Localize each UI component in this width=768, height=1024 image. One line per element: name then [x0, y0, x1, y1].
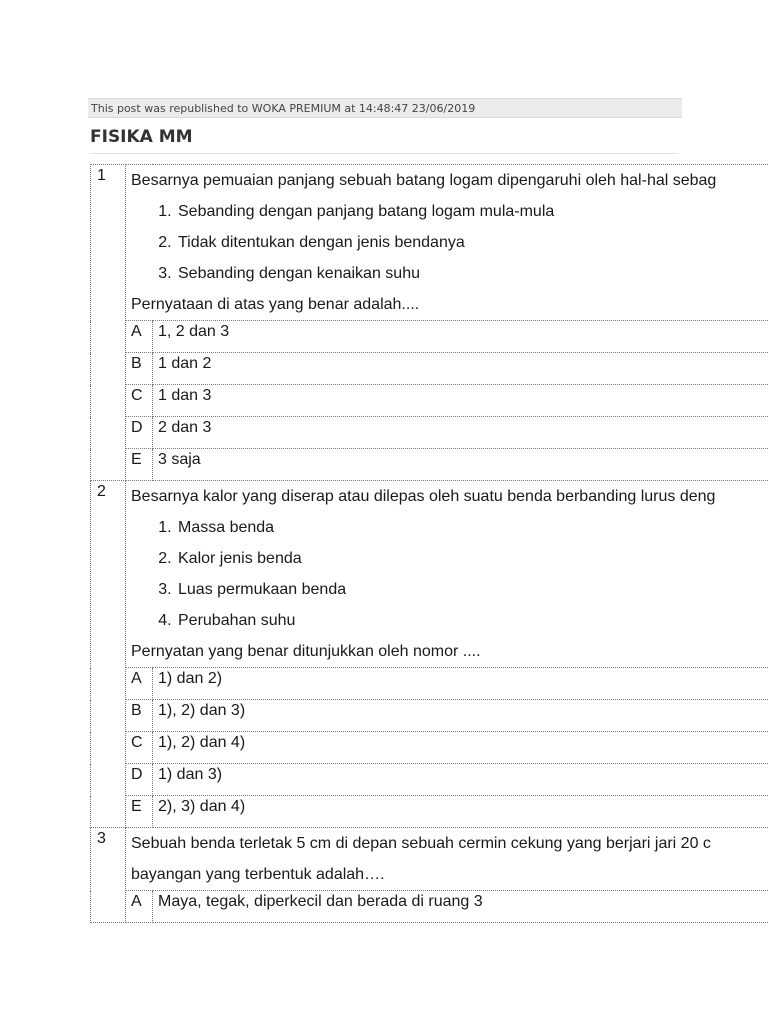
- question-row: [91, 481, 768, 668]
- statement-item: 1. Massa benda: [176, 512, 768, 543]
- question-text: Besarnya pemuaian panjang sebuah batang logam dipengaruhi oleh hal-hal sebag: [131, 172, 717, 189]
- question-row: [91, 165, 768, 321]
- question-text: Besarnya kalor yang diserap atau dilepas oleh suatu benda berbanding lurus deng: [131, 488, 716, 505]
- question-number: 1: [91, 165, 126, 481]
- statement-item: 2. Kalor jenis benda: [176, 543, 768, 574]
- question-prompt: Pernyatan yang benar ditunjukkan oleh nomor ....: [131, 643, 481, 660]
- option-text: 1) dan 3): [153, 764, 768, 796]
- statement-item: 3. Luas permukaan benda: [176, 574, 768, 605]
- question-table: [90, 164, 768, 923]
- option-text: 1), 2) dan 4): [153, 732, 768, 764]
- republish-banner: This post was republished to WOKA PREMIUM at 14:48:47 23/06/2019: [88, 98, 682, 118]
- option-letter: C: [126, 732, 153, 764]
- statement-item: 2. Tidak ditentukan dengan jenis bendanya: [176, 227, 768, 258]
- option-letter: B: [126, 353, 153, 385]
- option-row[interactable]: [91, 796, 768, 828]
- option-letter: B: [126, 700, 153, 732]
- statement-item: 4. Perubahan suhu: [176, 605, 768, 636]
- statement-item: 1. Sebanding dengan panjang batang logam mula-mula: [176, 196, 768, 227]
- question-number: 3: [91, 828, 126, 923]
- title-divider: [90, 153, 678, 154]
- question-prompt: Pernyataan di atas yang benar adalah....: [131, 296, 420, 313]
- option-row[interactable]: [91, 668, 768, 700]
- option-letter: D: [126, 417, 153, 449]
- option-text: 2 dan 3: [153, 417, 768, 449]
- page-title: FISIKA MM: [90, 127, 193, 147]
- option-text: 1 dan 2: [153, 353, 768, 385]
- option-letter: A: [126, 321, 153, 353]
- option-letter: C: [126, 385, 153, 417]
- option-row[interactable]: [91, 449, 768, 481]
- option-letter: D: [126, 764, 153, 796]
- option-row[interactable]: [91, 764, 768, 796]
- statement-item: 3. Sebanding dengan kenaikan suhu: [176, 258, 768, 289]
- option-letter: A: [126, 668, 153, 700]
- option-letter: E: [126, 449, 153, 481]
- option-row[interactable]: [91, 417, 768, 449]
- question-prompt: bayangan yang terbentuk adalah….: [131, 866, 385, 883]
- option-row[interactable]: [91, 732, 768, 764]
- option-letter: E: [126, 796, 153, 828]
- question-stem: [126, 828, 768, 891]
- option-row[interactable]: [91, 321, 768, 353]
- option-text: 2), 3) dan 4): [153, 796, 768, 828]
- question-table-container: [90, 164, 768, 923]
- option-text: 1), 2) dan 3): [153, 700, 768, 732]
- option-text: Maya, tegak, diperkecil dan berada di ruang 3: [153, 891, 768, 923]
- question-stem: [126, 165, 768, 321]
- option-row[interactable]: [91, 385, 768, 417]
- option-text: 3 saja: [153, 449, 768, 481]
- question-text: Sebuah benda terletak 5 cm di depan sebuah cermin cekung yang berjari jari 20 c: [131, 835, 711, 852]
- option-row[interactable]: [91, 700, 768, 732]
- option-row[interactable]: [91, 891, 768, 923]
- question-row: [91, 828, 768, 891]
- option-text: 1) dan 2): [153, 668, 768, 700]
- question-stem: [126, 481, 768, 668]
- option-row[interactable]: [91, 353, 768, 385]
- option-text: 1, 2 dan 3: [153, 321, 768, 353]
- option-letter: A: [126, 891, 153, 923]
- option-text: 1 dan 3: [153, 385, 768, 417]
- statement-list: [131, 512, 768, 636]
- statement-list: [131, 196, 768, 289]
- question-number: 2: [91, 481, 126, 828]
